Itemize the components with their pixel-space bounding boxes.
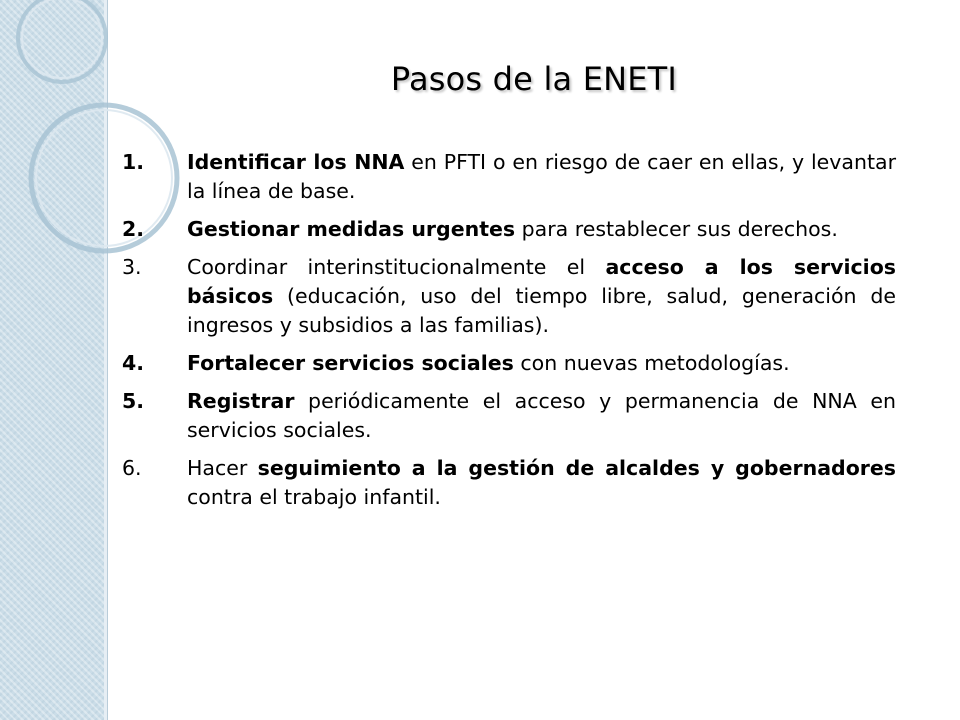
step-item-4: [122, 349, 896, 378]
step-bold-text: acceso a los servicios básicos: [187, 255, 896, 308]
step-text: [187, 454, 896, 512]
step-rest-text: con nuevas metodologías.: [513, 351, 790, 375]
slide-title: Pasos de la ENETI: [390, 60, 678, 98]
step-number: 1.: [122, 150, 145, 174]
step-item-3: [122, 253, 896, 340]
step-item-2: [122, 215, 896, 244]
step-item-5: [122, 387, 896, 445]
step-number: 3.: [122, 255, 142, 279]
step-bold-text: Identificar los NNA: [187, 150, 405, 174]
step-pre-text: Hacer: [187, 456, 258, 480]
step-number: 2.: [122, 217, 145, 241]
step-number: 5.: [122, 389, 145, 413]
step-bold-text: Fortalecer servicios sociales: [187, 351, 514, 375]
step-bold-text: Registrar: [187, 389, 295, 413]
step-text: [187, 148, 896, 206]
step-item-1: [122, 148, 896, 206]
step-rest-text: periódicamente el acceso y permanencia de NNA en servicios sociales.: [187, 389, 896, 442]
step-rest-text: en PFTI o en riesgo de caer en ellas, y levantar la línea de base.: [187, 150, 896, 203]
step-text: [187, 253, 896, 340]
step-number: 6.: [122, 456, 142, 480]
step-text: [187, 349, 896, 378]
step-pre-text: Coordinar interinstitucionalmente el: [187, 255, 606, 279]
steps-list: [122, 148, 896, 521]
step-text: [187, 387, 896, 445]
step-bold-text: Gestionar medidas urgentes: [187, 217, 516, 241]
step-rest-text: (educación, uso del tiempo libre, salud, generación de ingresos y subsidios a las familias).: [187, 284, 896, 337]
step-rest-text: contra el trabajo infantil.: [187, 485, 441, 509]
step-text: [187, 215, 896, 244]
step-bold-text: seguimiento a la gestión de alcaldes y gobernadores: [257, 456, 896, 480]
step-number: 4.: [122, 351, 145, 375]
decorative-ring-small-inner: [22, 0, 102, 78]
step-item-6: [122, 454, 896, 512]
step-rest-text: para restablecer sus derechos.: [515, 217, 838, 241]
